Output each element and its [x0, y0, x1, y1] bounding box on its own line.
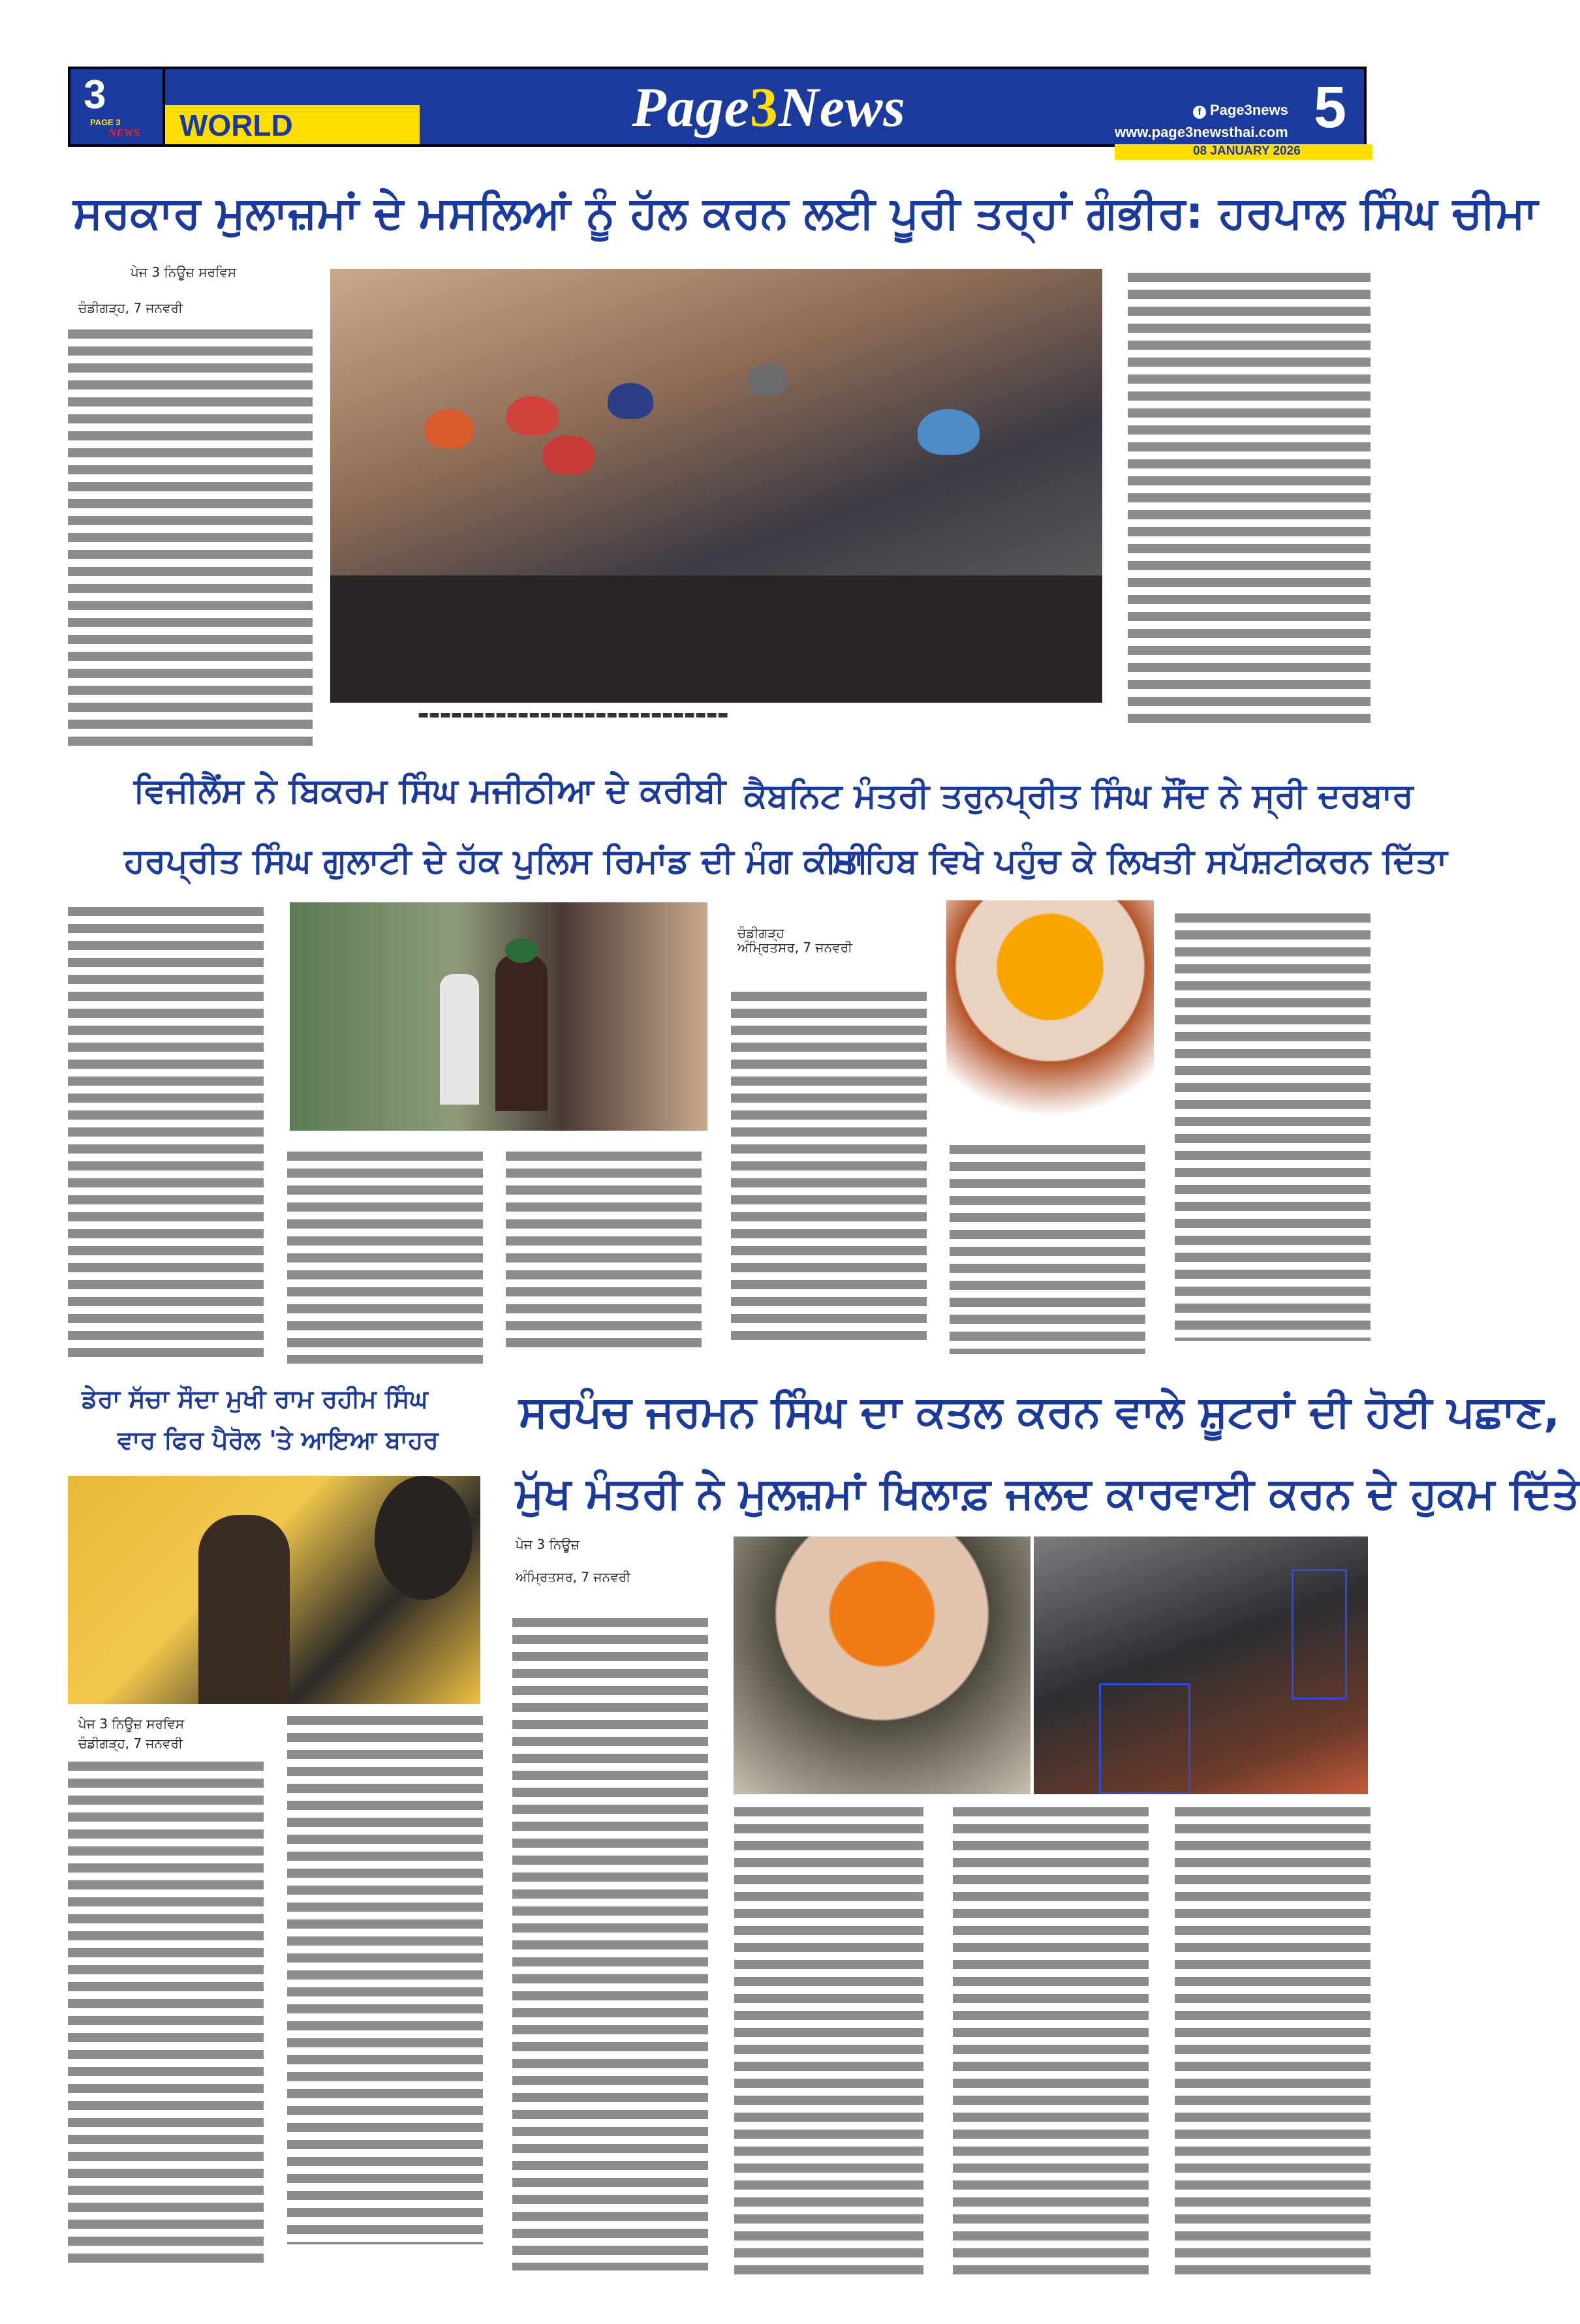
section-label: WORLD	[179, 108, 293, 142]
article-1-byline-place: ਚੰਡੀਗੜ੍ਹ, 7 ਜਨਵਰੀ	[78, 300, 183, 316]
article-1-photo-caption: ▬▬▬▬▬▬▬▬▬▬▬▬▬▬▬▬▬▬▬▬▬▬▬▬▬▬▬▬	[418, 708, 729, 722]
dera-chief-photo	[68, 1476, 480, 1704]
article-1-column-1	[68, 329, 313, 747]
article-4-byline-place: ਚੰਡੀਗੜ੍ਹ, 7 ਜਨਵਰੀ	[78, 1735, 183, 1751]
social-handle-row[interactable]	[1193, 102, 1288, 119]
article-5-column-2	[734, 1807, 923, 2277]
article-3-byline-source: ਚੰਡੀਗੜ੍ਹ	[737, 925, 784, 941]
website-link[interactable]: www.page3newsthai.com	[1115, 124, 1288, 140]
brand-post: News	[778, 76, 906, 138]
article-5-byline-place: ਅੰਮ੍ਰਿਤਸਰ, 7 ਜਨਵਰੀ	[516, 1569, 631, 1585]
article-5-headline-line-2: ਮੁੱਖ ਮੰਤਰੀ ਨੇ ਮੁਲਜ਼ਮਾਂ ਖਿਲਾਫ਼ ਜਲਦ ਕਾਰਵਾਈ ਕਰਨ ਦੇ ਹੁਕਮ ਦਿੱਤੇ	[516, 1468, 1580, 1518]
issue-date: 08 JANUARY 2026	[1193, 144, 1301, 158]
article-4-byline-source: ਪੇਜ 3 ਨਿਊਜ਼ ਸਰਵਿਸ	[78, 1716, 185, 1732]
cctv-shooter-photo	[1034, 1537, 1368, 1794]
logo-page-text: PAGE 3	[90, 117, 121, 127]
article-3-headline-line-1: ਕੈਬਨਿਟ ਮੰਤਰੀ ਤਰੁਨਪ੍ਰੀਤ ਸਿੰਘ ਸੌਂਦ ਨੇ ਸ੍ਰੀ ਦਰਬਾਰ	[744, 776, 1414, 816]
article-1-headline: ਸਰਕਾਰ ਮੁਲਾਜ਼ਮਾਂ ਦੇ ਮਸਲਿਆਂ ਨੂੰ ਹੱਲ ਕਰਨ ਲਈ ਪੂਰੀ ਤਰ੍ਹਾਂ ਗੰਭੀਰ: ਹਰਪਾਲ ਸਿੰਘ ਚੀਮਾ	[73, 187, 1538, 239]
article-2-headline-line-1: ਵਿਜੀਲੈਂਸ ਨੇ ਬਿਕਰਮ ਸਿੰਘ ਮਜੀਠੀਆ ਦੇ ਕਰੀਬੀ	[134, 771, 726, 810]
meeting-photo	[330, 269, 1102, 703]
article-3-column-2	[950, 1145, 1145, 1354]
social-handle: Page3news	[1210, 102, 1288, 118]
brand-pre: Page	[632, 76, 750, 138]
article-4-column-1	[68, 1762, 264, 2270]
section-label-bar	[165, 105, 420, 144]
article-5-column-1	[512, 1618, 708, 2270]
masthead	[68, 67, 1367, 158]
article-3-column-3	[1175, 913, 1371, 1341]
article-3-headline-line-2: ਸਾਹਿਬ ਵਿਖੇ ਪਹੁੰਚ ਕੇ ਲਿਖਤੀ ਸਪੱਸ਼ਟੀਕਰਨ ਦਿੱਤਾ	[832, 842, 1448, 881]
article-4-headline-line-1: ਡੇਰਾ ਸੱਚਾ ਸੌਦਾ ਮੁਖੀ ਰਾਮ ਰਹੀਮ ਸਿੰਘ	[82, 1384, 428, 1413]
brand-num: 3	[749, 76, 779, 138]
page3-logo	[70, 69, 165, 144]
logo-news-text: NEWS	[108, 127, 140, 139]
article-2-headline-line-2: ਹਰਪ੍ਰੀਤ ਸਿੰਘ ਗੁਲਾਟੀ ਦੇ ਹੱਕ ਪੁਲਿਸ ਰਿਮਾਂਡ ਦੀ ਮੰਗ ਕੀਤੀ	[124, 842, 869, 881]
article-5-byline-source: ਪੇਜ 3 ਨਿਊਜ਼	[516, 1537, 580, 1552]
article-3-column-1	[731, 992, 927, 1344]
article-5-headline-line-1: ਸਰਪੰਚ ਜਰਮਨ ਸਿੰਘ ਦਾ ਕਤਲ ਕਰਨ ਵਾਲੇ ਸ਼ੂਟਰਾਂ ਦੀ ਹੋਈ ਪਛਾਣ,	[519, 1386, 1560, 1437]
article-2-column-2	[287, 1152, 483, 1364]
facebook-icon: f	[1193, 106, 1206, 119]
article-1-column-2	[1128, 273, 1371, 729]
article-2-column-1	[68, 907, 264, 1364]
logo-number: 3	[84, 72, 106, 117]
article-1-byline-source: ਪੇਜ 3 ਨਿਊਜ਼ ਸਰਵਿਸ	[131, 264, 237, 280]
article-2-column-3	[506, 1152, 702, 1347]
date-strip	[1115, 144, 1372, 160]
page-number: 5	[1314, 75, 1347, 140]
article-5-column-4	[1175, 1807, 1371, 2277]
sarpanch-portrait	[734, 1537, 1030, 1794]
article-4-column-2	[287, 1716, 483, 2244]
article-3-byline-place: ਅੰਮ੍ਰਿਤਸਰ, 7 ਜਨਵਰੀ	[737, 940, 853, 955]
article-4-headline-line-2: ਵਾਰ ਫਿਰ ਪੈਰੋਲ 'ਤੇ ਆਇਆ ਬਾਹਰ	[117, 1426, 439, 1454]
article-5-column-3	[953, 1807, 1149, 2277]
brand-title	[580, 74, 958, 140]
minister-portrait	[946, 900, 1154, 1122]
vigilance-photo	[290, 902, 707, 1131]
